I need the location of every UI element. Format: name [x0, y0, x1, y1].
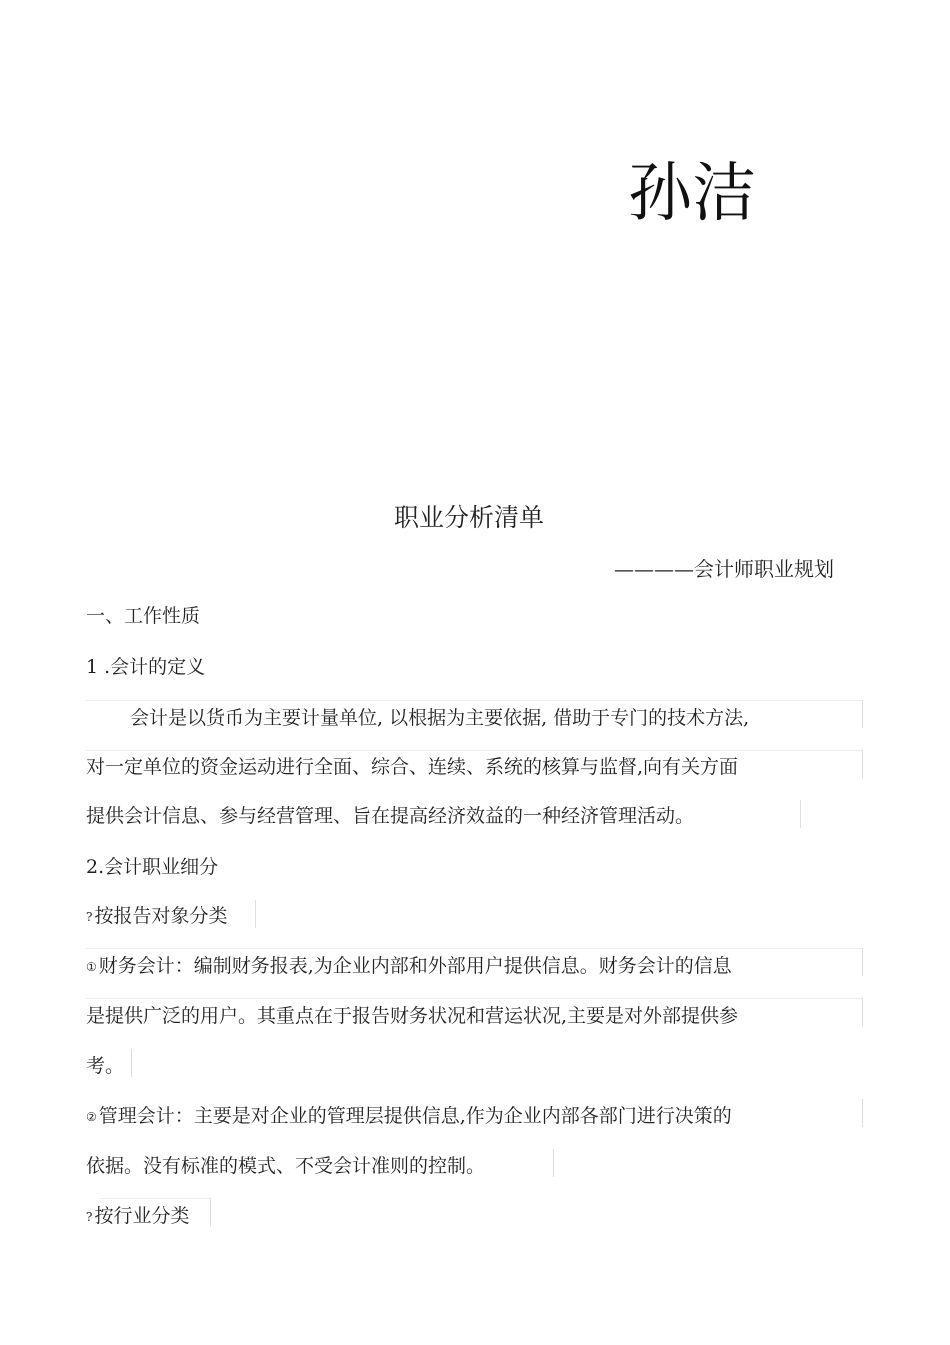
- management-accounting-line-2: 依据。没有标准的模式、不受会计准则的控制。: [86, 1155, 486, 1177]
- financial-accounting-line-2: 是提供广泛的用户。其重点在于报告财务状况和营运状况,主要是对外部提供参: [86, 1005, 739, 1027]
- form-rule: [862, 998, 863, 1026]
- form-rule: [86, 700, 863, 701]
- subsection-heading-subdivisions: 2.会计职业细分: [86, 856, 219, 878]
- bullet-marker: ?: [86, 910, 93, 924]
- form-rule: [210, 1198, 211, 1226]
- form-rule: [862, 1099, 863, 1127]
- bullet-by-report-target: [86, 900, 227, 933]
- form-rule: [86, 998, 863, 999]
- numbered-marker: ②: [86, 1110, 97, 1124]
- section-heading-work-nature: 一、工作性质: [86, 605, 201, 627]
- financial-accounting-line-1: [86, 950, 732, 983]
- definition-line-1: 会计是以货币为主要计量单位, 以根据为主要依据, 借助于专门的技术方法,: [130, 707, 750, 729]
- form-rule: [800, 800, 801, 828]
- form-rule: [862, 700, 863, 728]
- management-accounting-line-1: [86, 1100, 732, 1133]
- management-accounting-text-1: 管理会计：主要是对企业的管理层提供信息,作为企业内部各部门进行决策的: [98, 1105, 732, 1127]
- bullet-label: 按行业分类: [94, 1205, 190, 1227]
- cover-name: 孙洁: [628, 157, 756, 231]
- definition-line-2: 对一定单位的资金运动进行全面、综合、连续、系统的核算与监督,向有关方面: [86, 756, 739, 778]
- financial-accounting-line-3: 考。: [86, 1055, 125, 1077]
- form-rule: [862, 948, 863, 976]
- financial-accounting-text-1: 财务会计：编制财务报表,为企业内部和外部用户提供信息。财务会计的信息: [98, 955, 732, 977]
- bullet-label: 按报告对象分类: [94, 905, 228, 927]
- document-title: 职业分析清单: [393, 503, 544, 532]
- form-rule: [131, 1049, 132, 1077]
- bullet-by-industry: [86, 1200, 189, 1233]
- form-rule: [100, 1198, 211, 1199]
- document-subtitle: ————会计师职业规划: [614, 557, 834, 581]
- form-rule: [86, 948, 863, 949]
- subsection-heading-definition: 1 .会计的定义: [86, 656, 206, 678]
- form-rule: [862, 750, 863, 778]
- form-rule: [255, 900, 256, 928]
- numbered-marker: ①: [86, 960, 97, 974]
- form-rule: [553, 1149, 554, 1177]
- definition-line-3: 提供会计信息、参与经营管理、旨在提高经济效益的一种经济管理活动。: [86, 805, 695, 827]
- bullet-marker: ?: [86, 1210, 93, 1224]
